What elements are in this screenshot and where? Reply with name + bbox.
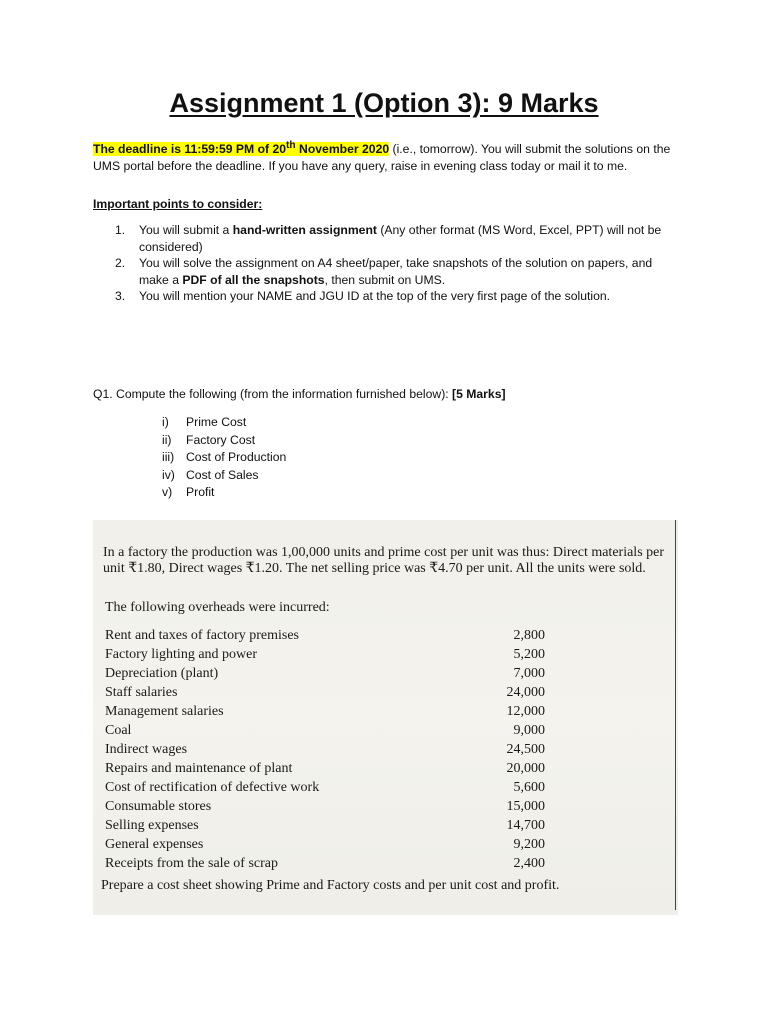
overhead-name: Selling expenses xyxy=(105,818,199,833)
overhead-amount: 9,000 xyxy=(513,723,545,738)
overhead-name: Management salaries xyxy=(105,704,224,719)
overhead-row xyxy=(105,702,545,721)
overhead-amount: 7,000 xyxy=(513,666,545,681)
overhead-amount: 15,000 xyxy=(506,799,545,814)
overhead-row xyxy=(105,759,545,778)
scan-edge-line xyxy=(675,520,677,910)
overhead-name: Staff salaries xyxy=(105,685,178,700)
sub-item xyxy=(162,449,286,467)
overhead-row xyxy=(105,854,545,873)
sub-item-label: Cost of Sales xyxy=(186,467,259,482)
overhead-amount: 24,500 xyxy=(506,742,545,757)
overhead-name: Indirect wages xyxy=(105,742,188,757)
overhead-amount: 20,000 xyxy=(506,761,545,776)
overhead-row xyxy=(105,835,545,854)
overhead-name: Consumable stores xyxy=(105,799,212,814)
overhead-amount: 12,000 xyxy=(506,704,545,719)
sub-item xyxy=(162,432,286,450)
sub-items-list xyxy=(162,414,286,502)
sub-item-numeral: ii) xyxy=(162,432,172,447)
important-point: 3. You will mention your NAME and JGU ID at the top of the very first page of the solution. xyxy=(115,289,611,303)
overhead-row xyxy=(105,626,545,645)
point-number: 2. xyxy=(115,256,126,270)
overhead-row xyxy=(105,664,545,683)
sub-item-numeral: iv) xyxy=(162,467,175,482)
sub-item-numeral: v) xyxy=(162,485,173,499)
sub-item-label: Factory Cost xyxy=(186,432,256,447)
overhead-amount: 24,000 xyxy=(506,685,545,700)
sub-item-label: Profit xyxy=(186,485,215,499)
question-marks: [5 Marks] xyxy=(452,387,506,401)
scan-paragraph: In a factory the production was 1,00,000 units and prime cost per unit was thus: Direct materials per unit ₹1.80, Direct wages ₹1.20. The net selling price was ₹4.70 per unit. All the units were sold. xyxy=(103,545,665,576)
important-heading: Important points to consider: xyxy=(93,197,263,211)
overhead-amount: 5,200 xyxy=(513,647,545,662)
scan-instruction: Prepare a cost sheet showing Prime and Factory costs and per unit cost and profit. xyxy=(101,878,560,893)
point-number: 1. xyxy=(115,223,126,237)
important-point: 1. You will submit a hand-written assignment (Any other format (MS Word, Excel, PPT) will not be considered) xyxy=(115,223,662,254)
intro-text: (i.e., tomorrow). You will submit the solutions on the UMS portal before the deadline. If you have any query, raise in evening class today or mail it to me. xyxy=(93,142,671,173)
sub-item xyxy=(162,484,286,502)
overhead-name: Receipts from the sale of scrap xyxy=(105,856,278,871)
scanned-excerpt xyxy=(93,520,678,915)
overhead-name: Cost of rectification of defective work xyxy=(105,780,320,795)
sub-item-label: Cost of Production xyxy=(186,450,287,464)
sub-item xyxy=(162,414,286,432)
overhead-row xyxy=(105,816,545,835)
overhead-name: Coal xyxy=(105,723,132,738)
important-point: 2. You will solve the assignment on A4 sheet/paper, take snapshots of the solution on papers, and make a PDF of all the snapshots, then submit on UMS. xyxy=(115,256,653,287)
question-1: Q1. Compute the following (from the information furnished below): [5 Marks] xyxy=(93,387,506,401)
overhead-row xyxy=(105,797,545,816)
overhead-row xyxy=(105,740,545,759)
overhead-name: General expenses xyxy=(105,837,204,852)
overhead-row xyxy=(105,721,545,740)
overhead-name: Factory lighting and power xyxy=(105,647,258,662)
point-number: 3. xyxy=(115,289,126,303)
sub-item-numeral: i) xyxy=(162,415,169,429)
sub-item xyxy=(162,467,286,485)
scan-heading: The following overheads were incurred: xyxy=(105,600,330,615)
intro-paragraph xyxy=(93,138,678,174)
overhead-row xyxy=(105,683,545,702)
overhead-amount: 2,800 xyxy=(513,628,545,643)
overhead-name: Repairs and maintenance of plant xyxy=(105,761,293,776)
sub-item-numeral: iii) xyxy=(162,450,175,464)
page-title: Assignment 1 (Option 3): 9 Marks xyxy=(169,88,599,118)
overhead-row xyxy=(105,778,545,797)
deadline-highlight: The deadline is 11:59:59 PM of 20th November 2020 xyxy=(93,140,390,157)
overhead-name: Rent and taxes of factory premises xyxy=(105,628,299,643)
important-points-list xyxy=(93,222,678,305)
overheads-list xyxy=(105,626,545,873)
overhead-amount: 9,200 xyxy=(513,837,545,852)
overhead-row xyxy=(105,645,545,664)
overhead-amount: 14,700 xyxy=(506,818,545,833)
overhead-amount: 2,400 xyxy=(513,856,545,871)
overhead-amount: 5,600 xyxy=(513,780,545,795)
overhead-name: Depreciation (plant) xyxy=(105,666,219,681)
sub-item-label: Prime Cost xyxy=(186,415,247,429)
